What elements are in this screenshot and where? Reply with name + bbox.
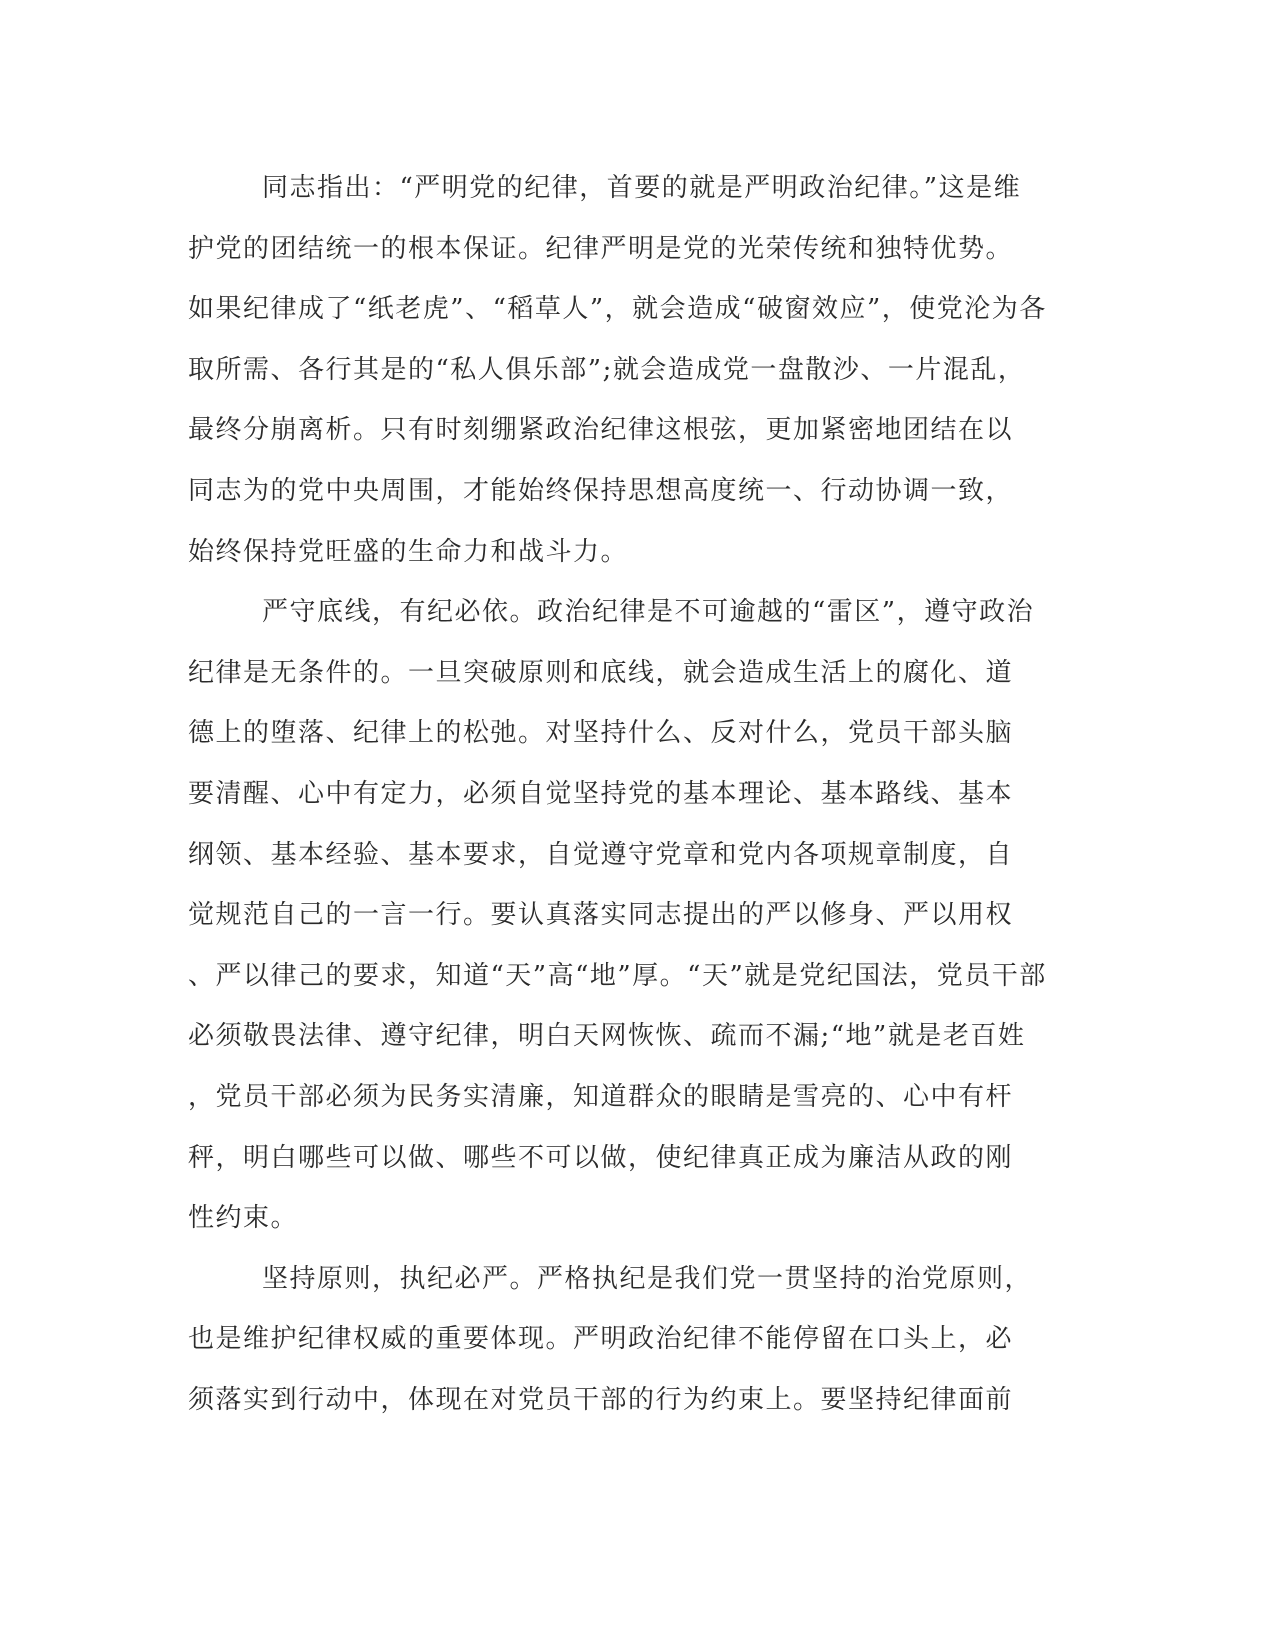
text-line: 始终保持党旺盛的生命力和战斗力。 — [188, 536, 629, 567]
text-line: 要清醒、心中有定力，必须自觉坚持党的基本理论、基本路线、基本 — [188, 778, 1014, 809]
text-line: 纪律是无条件的。一旦突破原则和底线，就会造成生活上的腐化、道 — [188, 657, 1014, 688]
text-line: 纲领、基本经验、基本要求，自觉遵守党章和党内各项规章制度，自 — [188, 839, 1014, 870]
text-line: 觉规范自己的一言一行。要认真落实同志提出的严以修身、严以用权 — [188, 900, 1014, 931]
text-line: 也是维护纪律权威的重要体现。严明政治纪律不能停留在口头上，必 — [188, 1324, 1014, 1355]
text-line: 德上的堕落、纪律上的松弛。对坚持什么、反对什么，党员干部头脑 — [188, 718, 1014, 749]
text-line: 、严以律己的要求，知道“天”高“地”厚。“天”就是党纪国法，党员干部 — [188, 960, 1047, 991]
text-line: 严守底线，有纪必依。政治纪律是不可逾越的“雷区”，遵守政治 — [262, 597, 1035, 628]
paragraph-1 — [188, 158, 1068, 582]
text-line: 须落实到行动中，体现在对党员干部的行为约束上。要坚持纪律面前 — [188, 1384, 1014, 1415]
text-line: 最终分崩离析。只有时刻绷紧政治纪律这根弦，更加紧密地团结在以 — [188, 415, 1014, 446]
text-line: 秤，明白哪些可以做、哪些不可以做，使纪律真正成为廉洁从政的刚 — [188, 1142, 1014, 1173]
text-line: 必须敬畏法律、遵守纪律，明白天网恢恢、疏而不漏;“地”就是老百姓 — [188, 1021, 1026, 1052]
text-line: 同志指出：“严明党的纪律，首要的就是严明政治纪律。”这是维 — [262, 173, 1022, 203]
paragraph-3 — [188, 1249, 1068, 1431]
text-line: 性约束。 — [188, 1203, 299, 1234]
paragraph-2 — [188, 582, 1068, 1249]
text-line: 如果纪律成了“纸老虎”、“稻草人”，就会造成“破窗效应”，使党沦为各 — [188, 294, 1047, 325]
text-line: 同志为的党中央周围，才能始终保持思想高度统一、行动协调一致， — [188, 475, 1014, 506]
text-line: 取所需、各行其是的“私人俱乐部”;就会造成党一盘散沙、一片混乱， — [188, 354, 1026, 385]
text-line: 护党的团结统一的根本保证。纪律严明是党的光荣传统和独特优势。 — [188, 233, 1014, 264]
text-line: ，党员干部必须为民务实清廉，知道群众的眼睛是雪亮的、心中有杆 — [188, 1081, 1014, 1112]
text-line: 坚持原则，执纪必严。严格执纪是我们党一贯坚持的治党原则， — [262, 1263, 1033, 1294]
document-body — [188, 158, 1068, 1430]
